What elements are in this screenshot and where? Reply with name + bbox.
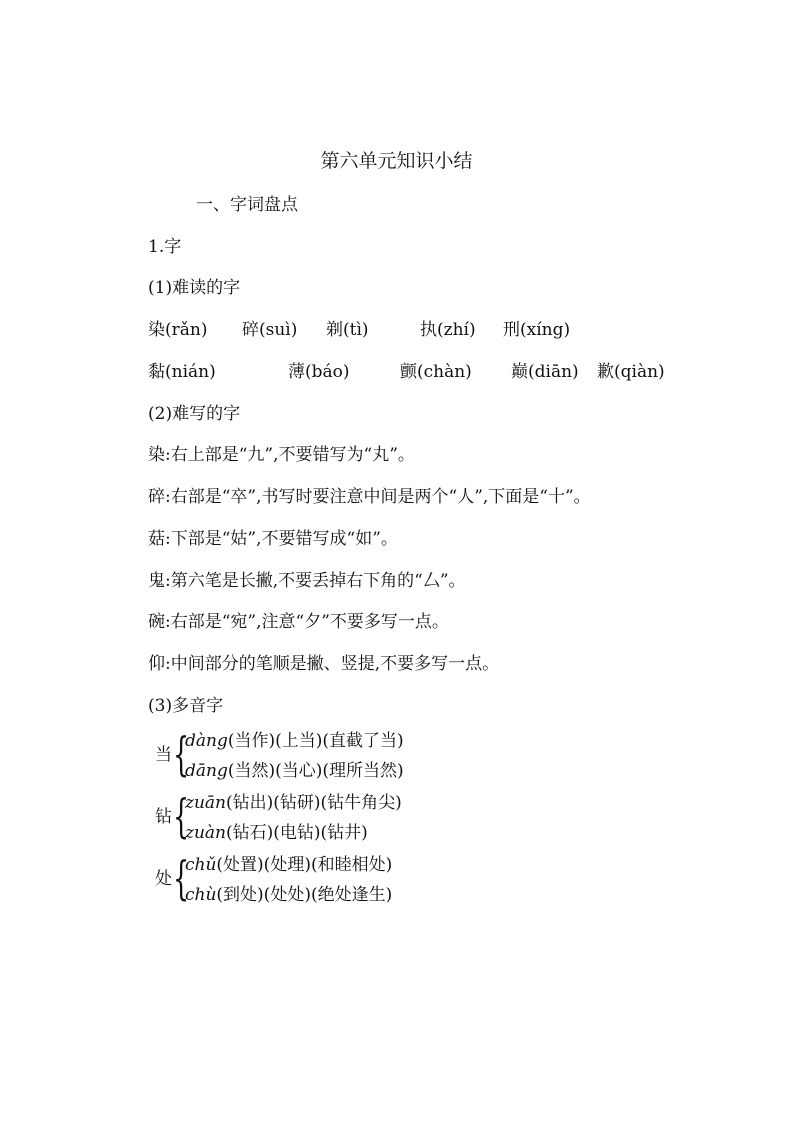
sub-heading: 1.字	[148, 237, 182, 257]
hard-read-row-2	[148, 357, 708, 381]
hard-read-item: 染(rǎn)	[148, 320, 208, 340]
pinyin: dāng	[185, 761, 228, 781]
polyphone-reading	[185, 818, 368, 843]
hard-read-item: 刑(xíng)	[503, 320, 571, 340]
hard-read-item: 薄(báo)	[288, 362, 350, 382]
pinyin: dàng	[185, 731, 228, 751]
polyphone-group-chu	[155, 850, 455, 908]
hard-write-item: 碗:右部是“宛”,注意“夕”不要多写一点。	[148, 612, 449, 632]
polyphone-group-dang	[155, 726, 455, 784]
pinyin: chù	[185, 885, 217, 905]
hard-write-item: 染:右上部是“九”,不要错写为“丸”。	[148, 445, 415, 465]
hard-write-item: 鬼:第六笔是长撇,不要丢掉右下角的“厶”。	[148, 571, 466, 591]
hard-read-item: 黏(nián)	[148, 362, 216, 382]
hard-write-item: 碎:右部是“卒”,书写时要注意中间是两个“人”,下面是“十”。	[148, 487, 591, 507]
brace-icon: {	[173, 727, 190, 781]
pinyin: zuān	[185, 793, 226, 813]
polyphone-char: 钻	[155, 807, 172, 827]
brace-icon: {	[173, 789, 190, 843]
pinyin: chǔ	[185, 855, 217, 875]
hard-read-item: 碎(suì)	[242, 320, 298, 340]
hard-read-row-1	[148, 315, 708, 339]
section-heading: 一、字词盘点	[196, 195, 298, 215]
hard-read-item: 颤(chàn)	[400, 362, 472, 382]
example-words: (钻石)(电钻)(钻井)	[226, 823, 368, 843]
example-words: (当作)(上当)(直截了当)	[227, 731, 404, 751]
polyphone-reading	[185, 850, 392, 875]
polyphone-char: 当	[155, 745, 172, 765]
polyphone-char: 处	[155, 869, 172, 889]
example-words: (当然)(当心)(理所当然)	[227, 761, 404, 781]
hard-read-item: 歉(qiàn)	[597, 362, 665, 382]
hard-read-item: 执(zhí)	[420, 320, 476, 340]
pinyin: zuàn	[185, 823, 226, 843]
example-words: (处置)(处理)(和睦相处)	[216, 855, 393, 875]
polyphone-heading: (3)多音字	[148, 696, 224, 716]
example-words: (到处)(处处)(绝处逢生)	[216, 885, 393, 905]
hard-write-heading: (2)难写的字	[148, 404, 241, 424]
hard-read-item: 巅(diān)	[511, 362, 579, 382]
polyphone-group-zuan	[155, 788, 455, 846]
hard-read-item: 剃(tì)	[326, 320, 369, 340]
polyphone-reading	[185, 788, 402, 813]
hard-write-item: 仰:中间部分的笔顺是撇、竖提,不要多写一点。	[148, 654, 500, 674]
example-words: (钻出)(钻研)(钻牛角尖)	[226, 793, 402, 813]
brace-icon: {	[173, 851, 190, 905]
polyphone-reading	[185, 880, 392, 905]
polyphone-reading	[185, 726, 404, 751]
hard-read-heading: (1)难读的字	[148, 278, 241, 298]
hard-write-item: 菇:下部是“姑”,不要错写成“如”。	[148, 529, 398, 549]
polyphone-reading	[185, 756, 404, 781]
page-title: 第六单元知识小结	[320, 150, 473, 172]
